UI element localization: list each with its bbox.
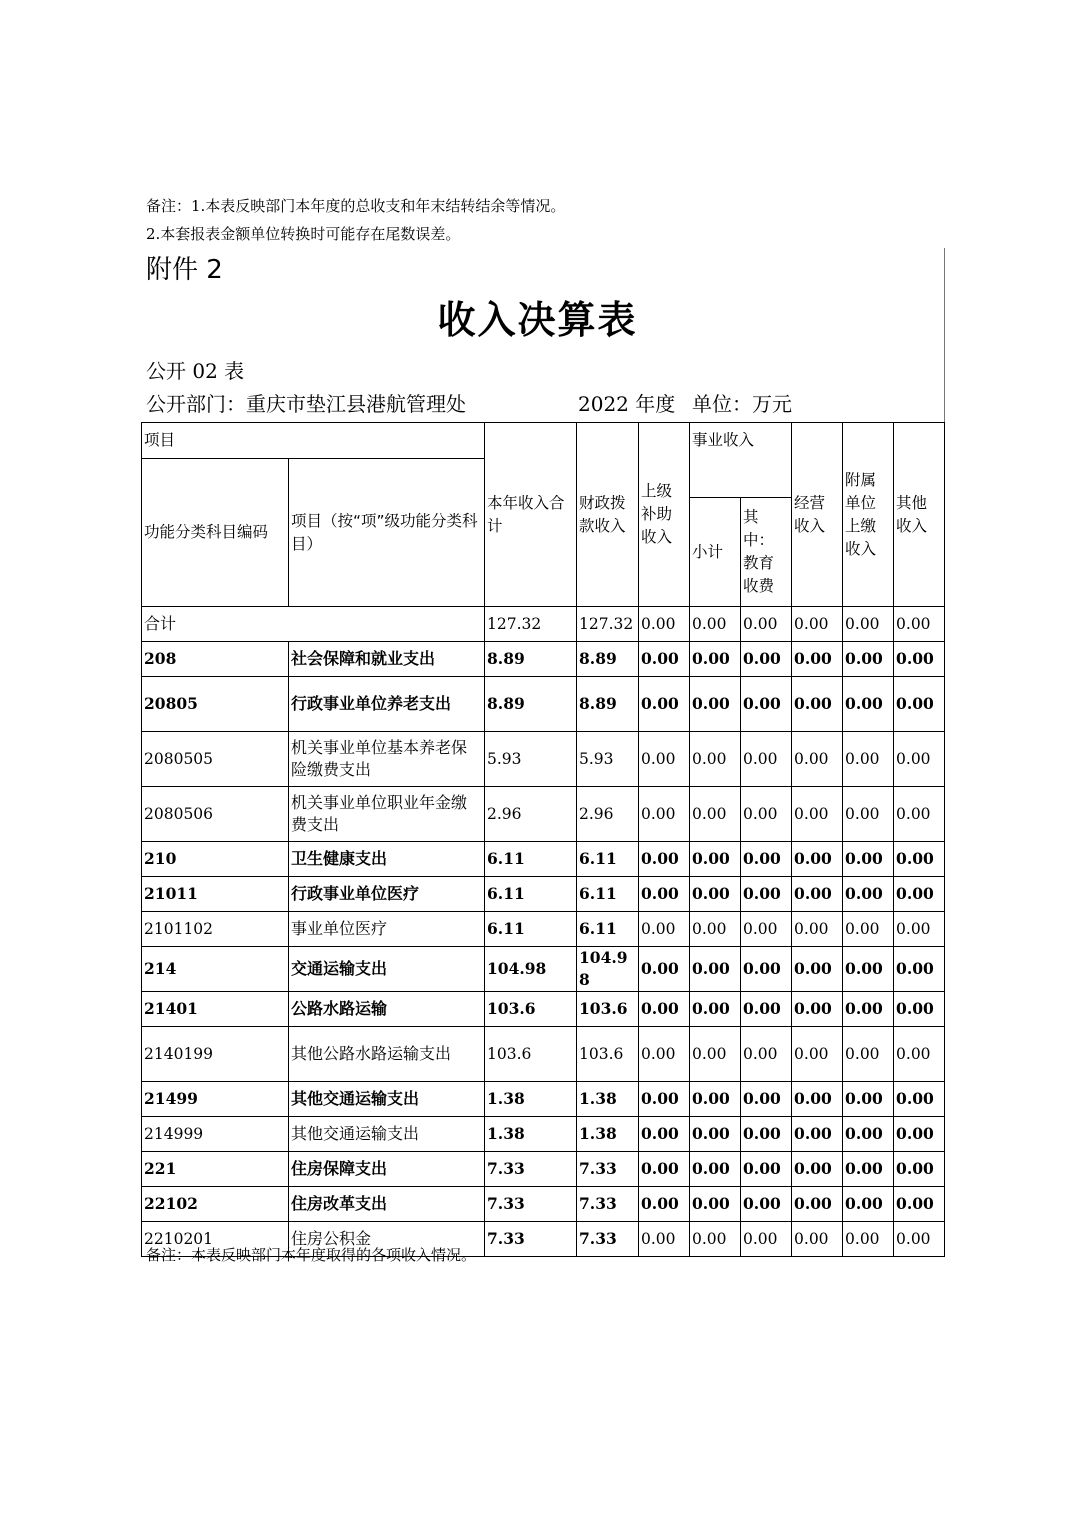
- cell-edu: 0.00: [741, 842, 792, 877]
- cell-total: 103.6: [485, 992, 577, 1027]
- header-edu: 其中：教育收费: [741, 498, 792, 607]
- cell-edu: 0.00: [741, 787, 792, 842]
- header-operating: 经营收入: [792, 423, 843, 607]
- table-row: [142, 1152, 997, 1187]
- table-row: [142, 992, 997, 1027]
- cell-affiliated: 0.00: [843, 1187, 894, 1222]
- header-affiliated: 附属单位上缴收入: [843, 423, 894, 607]
- cell-operating: 0.00: [792, 787, 843, 842]
- row-name: 其他交通运输支出: [289, 1082, 485, 1117]
- row-name: 机关事业单位职业年金缴费支出: [289, 787, 485, 842]
- table-row: [142, 912, 997, 947]
- table-row: [142, 1082, 997, 1117]
- report-year: 2022 年度: [578, 392, 676, 416]
- cell-operating: 0.00: [792, 1027, 843, 1082]
- table-row: [142, 1187, 997, 1222]
- row-name: 卫生健康支出: [289, 842, 485, 877]
- cell-fiscal: 103.6: [577, 992, 639, 1027]
- cell-superior: 0.00: [639, 1222, 690, 1257]
- cell-other: 0.00: [894, 1152, 945, 1187]
- cell-superior: 0.00: [639, 607, 690, 642]
- cell-fiscal: 104.98: [577, 947, 639, 992]
- cell-other: 0.00: [894, 842, 945, 877]
- cell-other: 0.00: [894, 677, 945, 732]
- cell-affiliated: 0.00: [843, 1152, 894, 1187]
- cell-edu: 0.00: [741, 677, 792, 732]
- table-row: [142, 787, 997, 842]
- cell-total: 103.6: [485, 1027, 577, 1082]
- cell-superior: 0.00: [639, 1082, 690, 1117]
- cell-total: 1.38: [485, 1082, 577, 1117]
- table-number: 公开 02 表: [146, 359, 245, 383]
- row-code: 22102: [142, 1187, 289, 1222]
- cell-superior: 0.00: [639, 1117, 690, 1152]
- cell-superior: 0.00: [639, 732, 690, 787]
- cell-other: 0.00: [894, 1027, 945, 1082]
- cell-other: 0.00: [894, 992, 945, 1027]
- cell-affiliated: 0.00: [843, 677, 894, 732]
- cell-subtotal: 0.00: [690, 877, 741, 912]
- cell-operating: 0.00: [792, 947, 843, 992]
- cell-other: 0.00: [894, 947, 945, 992]
- cell-fiscal: 103.6: [577, 1027, 639, 1082]
- cell-edu: 0.00: [741, 912, 792, 947]
- header-superior: 上级补助收入: [639, 423, 690, 607]
- cell-other: 0.00: [894, 1222, 945, 1257]
- cell-subtotal: 0.00: [690, 732, 741, 787]
- cell-superior: 0.00: [639, 1027, 690, 1082]
- cell-total: 6.11: [485, 877, 577, 912]
- cell-subtotal: 0.00: [690, 1222, 741, 1257]
- cell-superior: 0.00: [639, 787, 690, 842]
- cell-affiliated: 0.00: [843, 1117, 894, 1152]
- cell-edu: 0.00: [741, 607, 792, 642]
- cell-edu: 0.00: [741, 1187, 792, 1222]
- header-total: 本年收入合计: [485, 423, 577, 607]
- cell-other: 0.00: [894, 607, 945, 642]
- cell-affiliated: 0.00: [843, 1027, 894, 1082]
- income-table: [141, 422, 997, 1257]
- dept-name: 公开部门：重庆市垫江县港航管理处: [146, 392, 466, 416]
- row-code: 2080505: [142, 732, 289, 787]
- cell-edu: 0.00: [741, 1222, 792, 1257]
- cell-total: 6.11: [485, 912, 577, 947]
- header-business: 事业收入: [690, 423, 792, 498]
- cell-total: 127.32: [485, 607, 577, 642]
- row-name: 住房保障支出: [289, 1152, 485, 1187]
- table-row: [142, 677, 997, 732]
- cell-affiliated: 0.00: [843, 877, 894, 912]
- row-code: 2140199: [142, 1027, 289, 1082]
- cell-fiscal: 8.89: [577, 642, 639, 677]
- cell-fiscal: 1.38: [577, 1082, 639, 1117]
- cell-operating: 0.00: [792, 1152, 843, 1187]
- cell-total: 7.33: [485, 1187, 577, 1222]
- cell-edu: 0.00: [741, 1117, 792, 1152]
- cell-total: 7.33: [485, 1222, 577, 1257]
- table-footnote: 备注：本表反映部门本年度取得的各项收入情况。: [146, 1246, 477, 1264]
- cell-total: 8.89: [485, 642, 577, 677]
- cell-fiscal: 7.33: [577, 1152, 639, 1187]
- cell-operating: 0.00: [792, 1082, 843, 1117]
- row-name: 其他交通运输支出: [289, 1117, 485, 1152]
- cell-subtotal: 0.00: [690, 1027, 741, 1082]
- cell-total: 104.98: [485, 947, 577, 992]
- header-code: 功能分类科目编码: [142, 459, 289, 607]
- row-code: 2080506: [142, 787, 289, 842]
- row-code: 2101102: [142, 912, 289, 947]
- cell-subtotal: 0.00: [690, 1152, 741, 1187]
- cell-subtotal: 0.00: [690, 677, 741, 732]
- note-line-2: 2.本套报表金额单位转换时可能存在尾数误差。: [146, 225, 461, 243]
- cell-superior: 0.00: [639, 947, 690, 992]
- cell-superior: 0.00: [639, 842, 690, 877]
- cell-subtotal: 0.00: [690, 1082, 741, 1117]
- header-row-1: [142, 423, 997, 459]
- dept-line: [146, 391, 792, 417]
- header-other: 其他收入: [894, 423, 945, 607]
- cell-other: 0.00: [894, 877, 945, 912]
- cell-total: 1.38: [485, 1117, 577, 1152]
- cell-fiscal: 6.11: [577, 842, 639, 877]
- cell-operating: 0.00: [792, 1222, 843, 1257]
- cell-other: 0.00: [894, 912, 945, 947]
- cell-other: 0.00: [894, 1082, 945, 1117]
- cell-operating: 0.00: [792, 677, 843, 732]
- cell-subtotal: 0.00: [690, 1187, 741, 1222]
- cell-operating: 0.00: [792, 1117, 843, 1152]
- row-name: 事业单位医疗: [289, 912, 485, 947]
- cell-subtotal: 0.00: [690, 992, 741, 1027]
- cell-subtotal: 0.00: [690, 947, 741, 992]
- cell-superior: 0.00: [639, 877, 690, 912]
- cell-fiscal: 5.93: [577, 732, 639, 787]
- note-line-1: 备注：1.本表反映部门本年度的总收支和年末结转结余等情况。: [146, 197, 566, 215]
- cell-operating: 0.00: [792, 877, 843, 912]
- cell-affiliated: 0.00: [843, 947, 894, 992]
- row-code: 20805: [142, 677, 289, 732]
- cell-superior: 0.00: [639, 677, 690, 732]
- cell-edu: 0.00: [741, 732, 792, 787]
- row-code: 21499: [142, 1082, 289, 1117]
- cell-affiliated: 0.00: [843, 1222, 894, 1257]
- cell-total: 2.96: [485, 787, 577, 842]
- row-code: 210: [142, 842, 289, 877]
- table-row: [142, 1117, 997, 1152]
- cell-affiliated: 0.00: [843, 1082, 894, 1117]
- cell-fiscal: 7.33: [577, 1187, 639, 1222]
- row-code: 21401: [142, 992, 289, 1027]
- cell-affiliated: 0.00: [843, 642, 894, 677]
- cell-fiscal: 8.89: [577, 677, 639, 732]
- table-row: [142, 607, 997, 642]
- cell-affiliated: 0.00: [843, 787, 894, 842]
- row-code: 2210201: [142, 1222, 289, 1257]
- header-subtotal: 小计: [690, 498, 741, 607]
- cell-fiscal: 1.38: [577, 1117, 639, 1152]
- cell-other: 0.00: [894, 732, 945, 787]
- table-row: [142, 1027, 997, 1082]
- cell-edu: 0.00: [741, 642, 792, 677]
- cell-operating: 0.00: [792, 842, 843, 877]
- cell-edu: 0.00: [741, 877, 792, 912]
- cell-superior: 0.00: [639, 1187, 690, 1222]
- cell-edu: 0.00: [741, 1082, 792, 1117]
- cell-affiliated: 0.00: [843, 912, 894, 947]
- row-code: 214: [142, 947, 289, 992]
- row-name: 行政事业单位医疗: [289, 877, 485, 912]
- cell-fiscal: 7.33: [577, 1222, 639, 1257]
- table-row: [142, 947, 997, 992]
- table-row: [142, 642, 997, 677]
- row-code: 221: [142, 1152, 289, 1187]
- cell-total: 7.33: [485, 1152, 577, 1187]
- cell-affiliated: 0.00: [843, 732, 894, 787]
- cell-operating: 0.00: [792, 992, 843, 1027]
- amount-unit: 单位：万元: [692, 392, 792, 416]
- cell-operating: 0.00: [792, 912, 843, 947]
- table-row: [142, 732, 997, 787]
- cell-subtotal: 0.00: [690, 912, 741, 947]
- cell-subtotal: 0.00: [690, 1117, 741, 1152]
- table-row: [142, 877, 997, 912]
- cell-superior: 0.00: [639, 642, 690, 677]
- cell-edu: 0.00: [741, 1152, 792, 1187]
- cell-total: 5.93: [485, 732, 577, 787]
- cell-affiliated: 0.00: [843, 607, 894, 642]
- cell-other: 0.00: [894, 1117, 945, 1152]
- row-name: 住房公积金: [289, 1222, 485, 1257]
- row-name: 社会保障和就业支出: [289, 642, 485, 677]
- page-title: 收入决算表: [437, 297, 638, 342]
- cell-edu: 0.00: [741, 992, 792, 1027]
- header-project: 项目: [142, 423, 485, 459]
- cell-affiliated: 0.00: [843, 842, 894, 877]
- cell-superior: 0.00: [639, 1152, 690, 1187]
- cell-subtotal: 0.00: [690, 787, 741, 842]
- cell-fiscal: 127.32: [577, 607, 639, 642]
- cell-superior: 0.00: [639, 912, 690, 947]
- row-name: 住房改革支出: [289, 1187, 485, 1222]
- cell-fiscal: 6.11: [577, 877, 639, 912]
- row-name: 行政事业单位养老支出: [289, 677, 485, 732]
- cell-affiliated: 0.00: [843, 992, 894, 1027]
- cell-operating: 0.00: [792, 1187, 843, 1222]
- row-code: 214999: [142, 1117, 289, 1152]
- row-name: 交通运输支出: [289, 947, 485, 992]
- row-name: 公路水路运输: [289, 992, 485, 1027]
- cell-other: 0.00: [894, 642, 945, 677]
- row-name: 其他公路水路运输支出: [289, 1027, 485, 1082]
- cell-operating: 0.00: [792, 607, 843, 642]
- cell-superior: 0.00: [639, 992, 690, 1027]
- cell-subtotal: 0.00: [690, 607, 741, 642]
- row-label: 合计: [142, 607, 485, 642]
- row-name: 机关事业单位基本养老保险缴费支出: [289, 732, 485, 787]
- header-fiscal: 财政拨款收入: [577, 423, 639, 607]
- attachment-label: 附件 2: [146, 255, 223, 285]
- cell-total: 8.89: [485, 677, 577, 732]
- cell-edu: 0.00: [741, 1027, 792, 1082]
- table-row: [142, 842, 997, 877]
- row-code: 208: [142, 642, 289, 677]
- cell-operating: 0.00: [792, 732, 843, 787]
- cell-total: 6.11: [485, 842, 577, 877]
- cell-other: 0.00: [894, 1187, 945, 1222]
- cell-subtotal: 0.00: [690, 642, 741, 677]
- cell-subtotal: 0.00: [690, 842, 741, 877]
- cell-other: 0.00: [894, 787, 945, 842]
- header-name: 项目（按“项”级功能分类科目）: [289, 459, 485, 607]
- cell-fiscal: 6.11: [577, 912, 639, 947]
- cell-edu: 0.00: [741, 947, 792, 992]
- cell-operating: 0.00: [792, 642, 843, 677]
- row-code: 21011: [142, 877, 289, 912]
- cell-fiscal: 2.96: [577, 787, 639, 842]
